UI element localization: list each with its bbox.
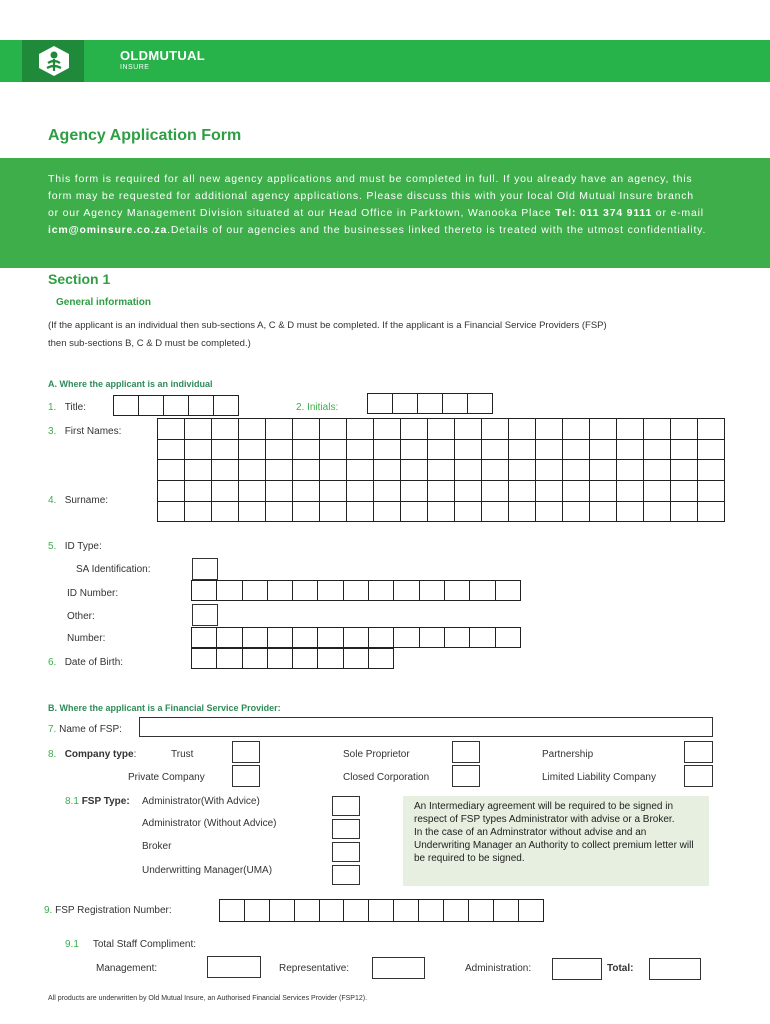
subsection-b-title: B. Where the applicant is a Financial Service Provider: (48, 703, 281, 713)
intro-text: This form is required for all new agency applications and must be completed in full. If you already have an agency, this form may be requested for additional agency applications. Please discuss this with your local Old Mutual Insure branch or our Agency Management Division situated at our Head Office in Parktown, Wanooka Place Tel: 011 374 9111 or e-mail icm@ominsure.co.za.Details of our agencies and the businesses linked thereto is treated with the utmost confidentiality. (48, 173, 707, 236)
section-note: (If the applicant is an individual then sub-sections A, C & D must be completed. If the applicant is a Financial Service Providers (FSP) then sub-sections B, C & D must be completed.) (48, 320, 607, 349)
other-label: Other: (67, 611, 95, 622)
fsp-type-uma-checkbox[interactable] (332, 865, 360, 885)
type-sole-checkbox[interactable] (452, 741, 480, 763)
surname-grid[interactable] (157, 480, 725, 522)
type-partnership-checkbox[interactable] (684, 741, 713, 763)
fsp-registration-boxes[interactable] (219, 899, 544, 922)
fsp-type-broker-label: Broker (142, 841, 172, 852)
brand-subname: INSURE (120, 64, 150, 71)
q5-label: 5. ID Type: (48, 541, 102, 552)
representative-input[interactable] (372, 957, 425, 979)
q91-label: 9.1 Total Staff Compliment: (65, 939, 197, 950)
fsp-type-admin-advice-label: Administrator(With Advice) (142, 796, 260, 807)
section-title: Section 1 (48, 271, 111, 287)
q6-label: 6. Date of Birth: (48, 657, 124, 668)
q81-label: 8.1 FSP Type: (65, 796, 130, 807)
id-number-label: ID Number: (67, 588, 119, 599)
representative-label: Representative: (279, 963, 350, 974)
number-label: Number: (67, 633, 106, 644)
brand-name: OLDMUTUAL (120, 48, 206, 63)
header-bar (0, 40, 770, 82)
sa-id-label: SA Identification: (76, 564, 151, 575)
form-title: Agency Application Form (48, 127, 242, 144)
type-llc-label: Limited Liability Company (542, 772, 656, 783)
old-mutual-logo-icon (36, 45, 72, 77)
q2-label: 2. Initials: (296, 402, 339, 413)
type-private-checkbox[interactable] (232, 765, 260, 787)
q4-label: 4. Surname: (48, 495, 109, 506)
fsp-type-admin-advice-checkbox[interactable] (332, 796, 360, 816)
type-trust-label: Trust (171, 749, 194, 760)
footer-text: All products are underwritten by Old Mutual Insure, an Authorised Financial Services Provider (FSP12). (48, 995, 368, 1002)
subsection-a-title: A. Where the applicant is an individual (48, 379, 213, 389)
fsp-type-broker-checkbox[interactable] (332, 842, 360, 862)
first-names-grid[interactable] (157, 418, 725, 481)
type-llc-checkbox[interactable] (684, 765, 713, 787)
total-label: Total: (607, 963, 634, 974)
fsp-type-admin-no-advice-label: Administrator (Without Advice) (142, 818, 277, 829)
other-checkbox[interactable] (192, 604, 218, 626)
management-label: Management: (96, 963, 158, 974)
title-boxes[interactable] (113, 395, 239, 416)
sa-id-checkbox[interactable] (192, 558, 218, 580)
section-subtitle: General information (56, 297, 152, 308)
type-private-label: Private Company (128, 772, 205, 783)
administration-label: Administration: (465, 963, 532, 974)
type-closed-label: Closed Corporation (343, 772, 430, 783)
id-number-boxes[interactable] (191, 580, 521, 601)
type-closed-checkbox[interactable] (452, 765, 480, 787)
other-number-boxes[interactable] (191, 627, 521, 648)
total-input[interactable] (649, 958, 701, 980)
fsp-type-admin-no-advice-checkbox[interactable] (332, 819, 360, 839)
fsp-name-input[interactable] (139, 717, 713, 737)
dob-boxes[interactable] (191, 648, 394, 669)
q1-label: 1. Title: (48, 402, 86, 413)
management-input[interactable] (207, 956, 261, 978)
fsp-type-uma-label: Underwritting Manager(UMA) (142, 865, 273, 876)
q7-label: 7. Name of FSP: (48, 724, 122, 735)
initials-boxes[interactable] (367, 393, 493, 414)
type-sole-label: Sole Proprietor (343, 749, 410, 760)
agreement-note-text: An Intermediary agreement will be required to be signed in respect of FSP types Administrator with advise or a Broker. In the case of an Adminstrator without advise and an Underwriting Manager an Authority to collect premium letter will be required to be signed. (414, 801, 694, 864)
type-trust-checkbox[interactable] (232, 741, 260, 763)
q8-label: 8. Company type: (48, 749, 137, 760)
type-partnership-label: Partnership (542, 749, 594, 760)
q9-label: 9. FSP Registration Number: (44, 905, 172, 916)
administration-input[interactable] (552, 958, 602, 980)
q3-label: 3. First Names: (48, 426, 122, 437)
